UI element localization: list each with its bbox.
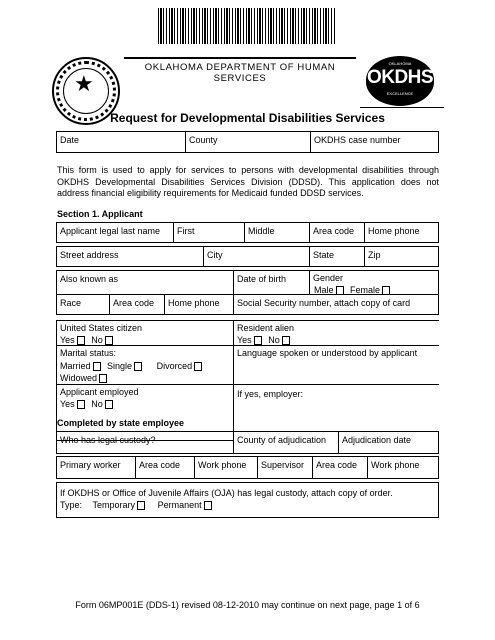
- widowed-checkbox[interactable]: [99, 374, 107, 383]
- last-name-field[interactable]: [56, 222, 174, 243]
- area-code-label: Area code: [139, 460, 181, 470]
- supervisor-label: Supervisor: [261, 460, 305, 470]
- middle-name-label: Middle: [248, 226, 275, 236]
- adjudication-date-field[interactable]: [338, 431, 439, 454]
- dob-label: Date of birth: [237, 274, 287, 284]
- custody-label: Who has legal custody?: [60, 435, 156, 445]
- worker-area-code-field[interactable]: [135, 456, 195, 479]
- permanent-label: Permanent: [157, 500, 202, 510]
- alien-yes-checkbox[interactable]: [254, 336, 262, 345]
- language-label: Language spoken or understood by applicant: [237, 348, 418, 358]
- divorced-label: Divorced: [156, 361, 193, 371]
- no-label: No: [268, 335, 280, 345]
- state-employee-heading: Completed by state employee: [57, 418, 185, 428]
- case-number-field[interactable]: [310, 131, 439, 153]
- date-label: Date: [60, 135, 80, 145]
- gender-field: [309, 270, 439, 295]
- work-phone-label: Work phone: [198, 460, 247, 470]
- alien-no-checkbox[interactable]: [282, 336, 290, 345]
- employed-label: Applicant employed: [60, 387, 139, 397]
- divorced-checkbox[interactable]: [194, 362, 202, 371]
- us-citizen-options: [60, 334, 117, 346]
- logo-bottom-text: EXCELLENCE: [386, 91, 414, 96]
- adjudication-date-label: Adjudication date: [342, 435, 412, 445]
- middle-name-field[interactable]: [244, 222, 310, 243]
- yes-label: Yes: [60, 335, 75, 345]
- county-adjudication-label: County of adjudication: [237, 435, 327, 445]
- single-checkbox[interactable]: [134, 362, 142, 371]
- last-name-label: Applicant legal last name: [60, 226, 161, 236]
- state-seal-icon: ★: [52, 57, 120, 125]
- us-citizen-label: United States citizen: [60, 323, 143, 333]
- county-adjudication-field[interactable]: [233, 431, 339, 454]
- case-number-label: OKDHS case number: [314, 135, 401, 145]
- county-field[interactable]: [185, 131, 311, 153]
- city-field[interactable]: [203, 246, 310, 267]
- divider: [56, 320, 439, 321]
- yes-label: Yes: [60, 399, 75, 409]
- ssn-label: Social Security number, attach copy of card: [237, 298, 411, 308]
- race-home-phone-field[interactable]: [164, 294, 234, 315]
- temporary-checkbox[interactable]: [137, 501, 145, 510]
- ssn-field[interactable]: [233, 294, 439, 315]
- work-phone-label: Work phone: [371, 460, 420, 470]
- first-name-field[interactable]: [173, 222, 245, 243]
- male-label: Male: [314, 285, 334, 295]
- employer-label: If yes, employer:: [237, 389, 304, 399]
- employed-yes-checkbox[interactable]: [77, 400, 85, 409]
- divider: [56, 384, 439, 385]
- county-label: County: [189, 135, 218, 145]
- supervisor-work-phone-field[interactable]: [367, 456, 439, 479]
- first-name-label: First: [177, 226, 195, 236]
- home-phone-label: Home phone: [368, 226, 420, 236]
- resident-alien-label: Resident alien: [237, 323, 295, 333]
- primary-worker-field[interactable]: [56, 456, 136, 479]
- employed-options: [60, 398, 117, 410]
- okdhs-logo: [366, 56, 434, 106]
- form-title: Request for Developmental Disabilities Services: [110, 111, 385, 125]
- citizen-yes-checkbox[interactable]: [77, 336, 85, 345]
- oja-text: If OKDHS or Office of Juvenile Affairs (OJA) has legal custody, attach copy of order.: [60, 488, 393, 498]
- resident-alien-options: [237, 334, 294, 346]
- street-address-label: Street address: [60, 250, 119, 260]
- aka-field[interactable]: [56, 270, 234, 295]
- no-label: No: [91, 399, 103, 409]
- city-label: City: [207, 250, 223, 260]
- race-area-code-field[interactable]: [109, 294, 165, 315]
- marital-status-label: Marital status:: [60, 348, 117, 358]
- work-phone-field[interactable]: [194, 456, 258, 479]
- logo-text: OKDHS: [366, 67, 434, 88]
- home-phone-label: Home phone: [168, 298, 220, 308]
- citizen-no-checkbox[interactable]: [105, 336, 113, 345]
- gender-label: Gender: [313, 273, 344, 283]
- aka-label: Also known as: [60, 274, 119, 284]
- date-field[interactable]: [56, 131, 186, 153]
- supervisor-field[interactable]: [257, 456, 313, 479]
- custody-field[interactable]: [56, 431, 234, 454]
- type-label: Type:: [60, 500, 83, 510]
- state-label: State: [313, 250, 335, 260]
- header-rule: [124, 57, 356, 59]
- widowed-label: Widowed: [60, 373, 98, 383]
- section1-heading: Section 1. Applicant: [57, 209, 143, 219]
- permanent-checkbox[interactable]: [204, 501, 212, 510]
- area-code-label: Area code: [113, 298, 155, 308]
- area-code-label: Area code: [313, 226, 355, 236]
- married-label: Married: [60, 361, 91, 371]
- zip-label: Zip: [368, 250, 381, 260]
- form-footer: Form 06MP001E (DDS-1) revised 08-12-2010 may continue on next page, page 1 of 6: [75, 600, 420, 610]
- race-label: Race: [60, 298, 82, 308]
- marital-options: [60, 360, 206, 372]
- no-label: No: [91, 335, 103, 345]
- barcode: [158, 8, 336, 44]
- yes-label: Yes: [237, 335, 252, 345]
- temporary-label: Temporary: [92, 500, 136, 510]
- widowed-option: [60, 372, 111, 384]
- supervisor-area-code-field[interactable]: [312, 456, 368, 479]
- area-code-field[interactable]: [309, 222, 365, 243]
- custody-order-box: [56, 482, 439, 518]
- race-field[interactable]: [56, 294, 110, 315]
- logo-top-text: OKLAHOMA: [388, 61, 412, 66]
- intro-paragraph: This form is used to apply for services to persons with developmental disabilities through OKDHS Developmental Disabilities Services Division (DDSD). This application does not address financial eligibility requirements for Medicaid funded DDSD services.: [57, 165, 439, 198]
- home-phone-field[interactable]: [364, 222, 439, 243]
- primary-worker-label: Primary worker: [60, 460, 121, 470]
- agency-name: OKLAHOMA DEPARTMENT OF HUMAN SERVICES: [144, 62, 336, 84]
- state-field[interactable]: [309, 246, 365, 267]
- married-checkbox[interactable]: [93, 362, 101, 371]
- divider: [233, 320, 234, 441]
- employed-no-checkbox[interactable]: [105, 400, 113, 409]
- street-address-field[interactable]: [56, 246, 204, 267]
- dob-field[interactable]: [233, 270, 310, 295]
- area-code-label: Area code: [316, 460, 358, 470]
- female-label: Female: [350, 285, 381, 295]
- single-label: Single: [107, 361, 133, 371]
- zip-field[interactable]: [364, 246, 439, 267]
